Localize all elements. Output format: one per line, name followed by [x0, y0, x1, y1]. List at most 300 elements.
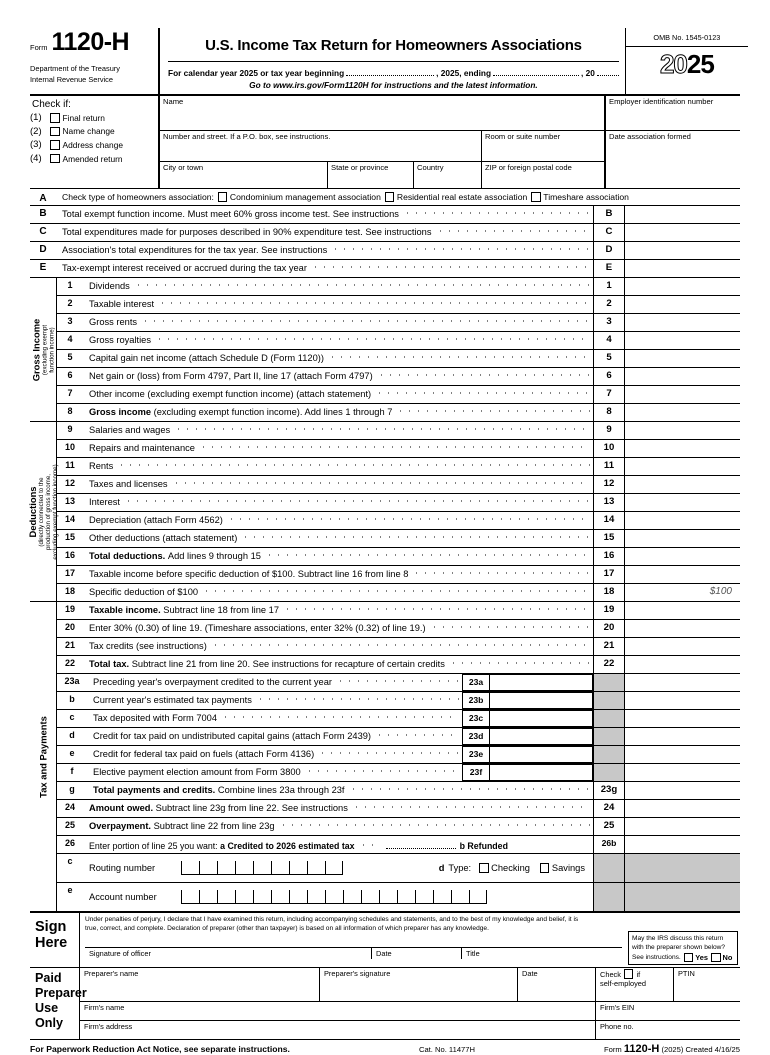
- line-number: 15: [64, 532, 75, 542]
- leader-dots: [172, 479, 590, 487]
- footer-form-word: Form: [604, 1045, 622, 1055]
- type-checking-option[interactable]: [479, 863, 530, 873]
- amount-input-23c[interactable]: [489, 710, 593, 727]
- line-text: Rents: [89, 460, 114, 471]
- routing-cell[interactable]: [325, 861, 343, 874]
- line-number-box: 4: [593, 332, 625, 349]
- check-if-name-change[interactable]: [30, 125, 158, 139]
- line-number: e: [69, 748, 75, 758]
- option-label: Residential real estate association: [396, 192, 528, 202]
- shaded-amount-cell-26e: [625, 883, 740, 911]
- routing-cell[interactable]: [235, 861, 253, 874]
- line-text: Repairs and maintenance: [89, 442, 195, 453]
- shaded-amount-cell-23f: [625, 764, 740, 781]
- shaded-amount-cell-23b: [625, 692, 740, 709]
- line-number: 16: [64, 550, 75, 560]
- line-number: 6: [67, 370, 73, 380]
- form-footer: [30, 1040, 740, 1055]
- line-23b: [57, 692, 740, 710]
- room-suite-field[interactable]: [482, 131, 604, 161]
- tax-year-end-input[interactable]: [493, 66, 579, 76]
- leader-dots: [328, 353, 590, 361]
- amount-input-4[interactable]: [625, 332, 740, 349]
- line-text: Subtract line 23g from line 22. See instructions: [155, 802, 348, 813]
- checkbox-icon[interactable]: [50, 113, 60, 123]
- leader-dots: [265, 551, 590, 559]
- savings-label: Savings: [551, 863, 585, 873]
- preparer-name-label: Preparer's name: [84, 969, 139, 979]
- checkbox-icon[interactable]: [50, 140, 60, 150]
- line-number: 18: [64, 586, 75, 596]
- firms-name-field[interactable]: [80, 1002, 596, 1020]
- sub-line-number-box: 23d: [462, 728, 489, 745]
- firms-ein-field[interactable]: [596, 1002, 740, 1020]
- line-26b-text: Refunded: [467, 840, 508, 851]
- zip-field[interactable]: [482, 162, 604, 188]
- leader-dots: [311, 263, 590, 271]
- form-title-block: [160, 28, 625, 94]
- tax-year-graphic: [626, 47, 748, 77]
- date-association-formed-field[interactable]: [606, 131, 740, 187]
- line-text: Elective payment election amount from Form 3800: [93, 766, 301, 777]
- line-number-box: 18: [593, 584, 625, 601]
- line-number-box: 11: [593, 458, 625, 475]
- line-number: 17: [64, 568, 75, 578]
- leader-dots: [221, 713, 459, 721]
- leader-dots: [241, 533, 590, 541]
- name-field[interactable]: [160, 96, 604, 131]
- checking-label: Checking: [491, 863, 530, 873]
- account-cell[interactable]: [469, 890, 487, 903]
- routing-cell[interactable]: [181, 861, 199, 874]
- checkbox-icon[interactable]: [479, 863, 489, 873]
- line-number: d: [69, 730, 75, 740]
- use-only-word: Use Only: [35, 1001, 63, 1031]
- gross-income-side-caption: [30, 278, 57, 421]
- line-number: 10: [64, 442, 75, 452]
- account-cell[interactable]: [181, 890, 199, 903]
- amount-input-7[interactable]: [625, 386, 740, 403]
- account-cell[interactable]: [343, 890, 361, 903]
- line-number: 2: [67, 298, 73, 308]
- amount-input-22[interactable]: [625, 656, 740, 673]
- irs-discuss-no-option[interactable]: [711, 953, 732, 963]
- checkbox-icon[interactable]: [684, 953, 694, 963]
- amount-input-14[interactable]: [625, 512, 740, 529]
- signature-date-field[interactable]: [372, 948, 462, 959]
- account-cell[interactable]: [361, 890, 379, 903]
- checkbox-icon[interactable]: [50, 154, 60, 164]
- department-label: Department of the Treasury: [30, 64, 120, 73]
- leader-dots: [174, 425, 590, 433]
- calendar-year-mid: , 2025, ending: [436, 68, 492, 78]
- line-number: f: [70, 766, 74, 776]
- year-hollow-digits: 20: [659, 49, 687, 79]
- check-if-label: Final return: [62, 112, 105, 123]
- section-a-prompt: Check type of homeowners association:: [62, 192, 214, 202]
- tax-year-end-yy-input[interactable]: [597, 66, 619, 76]
- line-text: Tax deposited with Form 7004: [93, 712, 218, 723]
- amount-input-18[interactable]: [625, 584, 740, 601]
- perjury-statement-line2: true, correct, and complete. Declaration of preparer (other than taxpayer) is based on all information of which preparer has any knowledge.: [85, 924, 489, 932]
- amount-input-23g[interactable]: [625, 782, 740, 799]
- line-text: Taxable interest: [89, 298, 155, 309]
- amount-input-e[interactable]: [625, 260, 740, 277]
- line-7: [57, 386, 740, 404]
- line-20: [57, 620, 740, 638]
- firms-name-label: Firm's name: [84, 1003, 125, 1013]
- preparer-signature-label: Preparer's signature: [324, 969, 391, 979]
- line-text-bold: Total deductions.: [89, 550, 166, 561]
- country-label: Country: [417, 163, 444, 172]
- line-text: Gross rents: [89, 316, 138, 327]
- amount-input-c[interactable]: [625, 224, 740, 241]
- line-text: Capital gain net income (attach Schedule D (Form 1120)): [89, 352, 324, 363]
- account-cell[interactable]: [253, 890, 271, 903]
- leader-dots: [403, 209, 590, 217]
- account-cell[interactable]: [199, 890, 217, 903]
- phone-no-field[interactable]: [596, 1021, 740, 1039]
- line-text: Tax-exempt interest received or accrued during the tax year: [62, 262, 307, 273]
- form-identity-block: [30, 28, 160, 94]
- line-9: [57, 422, 740, 440]
- line-18: [57, 584, 740, 601]
- firms-ein-label: Firm's EIN: [600, 1003, 635, 1013]
- line-letter: E: [39, 262, 47, 273]
- amount-input-5[interactable]: [625, 350, 740, 367]
- amount-input-20[interactable]: [625, 620, 740, 637]
- line-number-box: 5: [593, 350, 625, 367]
- account-cell[interactable]: [415, 890, 433, 903]
- shaded-number-cell: [593, 692, 625, 709]
- sub-line-number-box: 23a: [462, 674, 489, 691]
- sub-line-number-box: 23b: [462, 692, 489, 709]
- line-text-bold: Total payments and credits.: [93, 784, 216, 795]
- shaded-number-cell: [593, 746, 625, 763]
- check-if-label: Amended return: [62, 153, 123, 164]
- amount-input-1[interactable]: [625, 278, 740, 295]
- line-1: [57, 278, 740, 296]
- irs-discuss-yes-option[interactable]: [684, 953, 708, 963]
- account-cell[interactable]: [451, 890, 469, 903]
- account-cell[interactable]: [433, 890, 451, 903]
- city-field[interactable]: [160, 162, 328, 188]
- amount-input-11[interactable]: [625, 458, 740, 475]
- line-number-box: 23g: [593, 782, 625, 799]
- line-26-lead: Enter portion of line 25 you want:: [89, 840, 218, 851]
- tax-payments-side-caption: [30, 602, 57, 911]
- check-if-title: Check if:: [32, 99, 71, 110]
- account-cell[interactable]: [307, 890, 325, 903]
- ptin-label: PTIN: [678, 969, 695, 979]
- side-subtitle-line1: (directly connected to the: [38, 476, 45, 547]
- ptin-field[interactable]: [674, 968, 740, 1001]
- leader-dots: [430, 623, 590, 631]
- line-c: [30, 224, 740, 242]
- line-11: [57, 458, 740, 476]
- omb-number: OMB No. 1545-0123: [626, 28, 748, 47]
- line-8: [57, 404, 740, 421]
- routing-cell[interactable]: [289, 861, 307, 874]
- firms-address-field[interactable]: [80, 1021, 596, 1039]
- footer-form-id: [604, 1043, 740, 1055]
- leader-dots: [283, 605, 590, 613]
- line-number: 5: [67, 352, 73, 362]
- line-text: Combine lines 23a through 23f: [217, 784, 345, 795]
- country-field[interactable]: [414, 162, 482, 188]
- line-text: Association's total expenditures for the tax year. See instructions: [62, 244, 328, 255]
- paperwork-reduction-notice: For Paperwork Reduction Act Notice, see separate instructions.: [30, 1044, 290, 1055]
- line-text: Credit for tax paid on undistributed capital gains (attach Form 2439): [93, 730, 372, 741]
- page-title: U.S. Income Tax Return for Homeowners Associations: [205, 37, 582, 54]
- account-cell[interactable]: [379, 890, 397, 903]
- leader-dots: [331, 245, 590, 253]
- state-province-label: State or province: [331, 163, 389, 172]
- side-subtitle-line3: excluding exempt function income): [52, 463, 59, 560]
- calendar-year-prefix: For calendar year 2025 or tax year beginning: [168, 68, 345, 78]
- line-number-box: 26b: [593, 836, 625, 853]
- footer-year: (2025): [661, 1045, 684, 1055]
- line-number-box: D: [593, 242, 625, 259]
- year-solid-digits: 25: [686, 49, 714, 79]
- perjury-statement-line1: Under penalties of perjury, I declare that I have examined this return, including accompanying schedules and statements, and to the best of my knowledge and belief, it is: [85, 916, 579, 923]
- amount-input-8[interactable]: [625, 404, 740, 421]
- account-number-input[interactable]: [181, 890, 487, 904]
- line-number-box: 6: [593, 368, 625, 385]
- line-6: [57, 368, 740, 386]
- sub-line-number-box: 23f: [462, 764, 489, 781]
- line-number-box: 15: [593, 530, 625, 547]
- routing-number-input[interactable]: [181, 861, 343, 875]
- amount-input-13[interactable]: [625, 494, 740, 511]
- amount-input-b[interactable]: [625, 206, 740, 223]
- amount-input-2[interactable]: [625, 296, 740, 313]
- leader-dots: [375, 731, 459, 739]
- amount-input-9[interactable]: [625, 422, 740, 439]
- side-subtitle-line2: production of gross income,: [45, 473, 52, 550]
- preparer-date-field[interactable]: [518, 968, 596, 1001]
- line-12: [57, 476, 740, 494]
- line-text: Taxable income before specific deduction of $100. Subtract line 16 from line 8: [89, 568, 409, 579]
- form-header: [30, 28, 740, 96]
- street-field[interactable]: [160, 131, 482, 161]
- shaded-number-cell: [593, 674, 625, 691]
- amount-input-24[interactable]: [625, 800, 740, 817]
- firms-address-label: Firm's address: [84, 1022, 133, 1032]
- option-residential-real-estate-association[interactable]: [385, 192, 527, 202]
- tax-year-begin-input[interactable]: [346, 66, 434, 76]
- section-a-row: [30, 189, 740, 206]
- sign-word: Sign: [35, 919, 67, 935]
- preparer-name-field[interactable]: [80, 968, 320, 1001]
- amount-input-23e[interactable]: [489, 746, 593, 763]
- routing-cell[interactable]: [253, 861, 271, 874]
- leader-dots: [449, 659, 590, 667]
- leader-dots: [211, 641, 590, 649]
- check-if-address-change[interactable]: [30, 138, 158, 152]
- account-cell[interactable]: [325, 890, 343, 903]
- entity-information-block: [30, 96, 740, 189]
- checkbox-icon[interactable]: [540, 863, 550, 873]
- line-text: Net gain or (loss) from Form 4797, Part II, line 17 (attach Form 4797): [89, 370, 373, 381]
- city-label: City or town: [163, 163, 204, 172]
- officer-title-field[interactable]: [462, 948, 622, 959]
- amount-input-16[interactable]: [625, 548, 740, 565]
- line-18-preprinted-amount: $100: [709, 586, 732, 597]
- line-number: b: [69, 694, 75, 704]
- line-15: [57, 530, 740, 548]
- account-cell[interactable]: [289, 890, 307, 903]
- option-condominium-management-association[interactable]: [218, 192, 381, 202]
- amount-input-26a[interactable]: [386, 839, 456, 849]
- line-23d: [57, 728, 740, 746]
- line-number-box: 8: [593, 404, 625, 421]
- line-number: 13: [64, 496, 75, 506]
- checkbox-icon[interactable]: [50, 127, 60, 137]
- amount-input-10[interactable]: [625, 440, 740, 457]
- line-number: 20: [64, 622, 75, 632]
- amount-input-12[interactable]: [625, 476, 740, 493]
- routing-cell[interactable]: [217, 861, 235, 874]
- amount-input-23d[interactable]: [489, 728, 593, 745]
- leader-dots: [375, 389, 590, 397]
- line-text: (excluding exempt function income). Add lines 1 through 7: [153, 406, 393, 417]
- room-suite-label: Room or suite number: [485, 132, 561, 141]
- goto-link[interactable]: Go to www.irs.gov/Form1120H for instructions and the latest information.: [249, 80, 538, 90]
- account-cell[interactable]: [397, 890, 415, 903]
- line-26: [57, 836, 740, 854]
- line-number: 11: [65, 460, 75, 470]
- title-label: Title: [466, 949, 480, 959]
- line-number: 24: [64, 802, 75, 812]
- checkbox-icon[interactable]: [385, 192, 395, 202]
- line-2: [57, 296, 740, 314]
- sign-here-label: [30, 913, 80, 967]
- line-24: [57, 800, 740, 818]
- shaded-number-cell: [593, 728, 625, 745]
- checkbox-icon[interactable]: [624, 969, 634, 979]
- ein-field[interactable]: [606, 96, 740, 131]
- option-timeshare-association[interactable]: [531, 192, 629, 202]
- line-text: Add lines 9 through 15: [167, 550, 261, 561]
- leader-dots: [352, 803, 590, 811]
- check-if-label: Name change: [62, 126, 115, 137]
- line-text: Other deductions (attach statement): [89, 532, 238, 543]
- side-title: Tax and Payments: [37, 715, 49, 798]
- checkbox-icon[interactable]: [218, 192, 228, 202]
- checkbox-icon[interactable]: [711, 953, 721, 963]
- amount-input-17[interactable]: [625, 566, 740, 583]
- paid-preparer-section: [30, 968, 740, 1040]
- routing-cell[interactable]: [199, 861, 217, 874]
- line-letter: C: [39, 226, 47, 237]
- calendar-year-end: , 20: [581, 68, 595, 78]
- line-text: Interest: [89, 496, 121, 507]
- line-number-box: 14: [593, 512, 625, 529]
- name-label: Name: [163, 97, 184, 106]
- option-label: Timeshare association: [543, 192, 629, 202]
- line-number-box: 20: [593, 620, 625, 637]
- amount-input-21[interactable]: [625, 638, 740, 655]
- state-province-field[interactable]: [328, 162, 414, 188]
- line-number-box: 7: [593, 386, 625, 403]
- side-subtitle-line1: (excluding exempt: [41, 324, 49, 375]
- preparer-word: Preparer: [35, 986, 87, 1001]
- service-label: Internal Revenue Service: [30, 74, 113, 84]
- routing-cell[interactable]: [271, 861, 289, 874]
- check-if-final-return[interactable]: [30, 111, 158, 125]
- line-3: [57, 314, 740, 332]
- line-number: 4: [67, 334, 73, 344]
- leader-dots: [318, 749, 459, 757]
- routing-number-label: Routing number: [89, 863, 156, 873]
- line-number: c: [67, 856, 73, 866]
- line-text-bold: Total tax.: [89, 658, 130, 669]
- amount-input-19[interactable]: [625, 602, 740, 619]
- line-21: [57, 638, 740, 656]
- footer-form-number: 1120-H: [623, 1043, 660, 1055]
- checkbox-icon[interactable]: [531, 192, 541, 202]
- leader-dots: [305, 767, 459, 775]
- preparer-signature-field[interactable]: [320, 968, 518, 1001]
- shaded-number-cell: [593, 710, 625, 727]
- self-employed-label: self-employed: [600, 978, 647, 988]
- self-employed-check-field[interactable]: [596, 968, 674, 1001]
- line-5: [57, 350, 740, 368]
- here-word: Here: [35, 935, 68, 951]
- line-23f: [57, 764, 740, 782]
- amount-input-26b[interactable]: [625, 836, 740, 853]
- type-savings-option[interactable]: [540, 863, 585, 873]
- account-cell[interactable]: [217, 890, 235, 903]
- routing-cell[interactable]: [307, 861, 325, 874]
- line-number: 7: [67, 388, 73, 398]
- line-number-box: 12: [593, 476, 625, 493]
- amount-input-25[interactable]: [625, 818, 740, 835]
- check-if-amended-return[interactable]: [30, 152, 158, 166]
- line-26a-text: Credited to 2026 estimated tax: [227, 840, 355, 851]
- amount-input-23f[interactable]: [489, 764, 593, 781]
- account-cell[interactable]: [271, 890, 289, 903]
- amount-input-23b[interactable]: [489, 692, 593, 709]
- leader-dots: [396, 407, 590, 415]
- line-text: Specific deduction of $100: [89, 586, 199, 597]
- leader-dots: [117, 461, 590, 469]
- amount-input-23a[interactable]: [489, 674, 593, 691]
- gross-income-section: [30, 278, 740, 422]
- signature-of-officer-field[interactable]: [85, 948, 372, 959]
- leader-dots: [199, 443, 590, 451]
- sign-here-section: [30, 912, 740, 968]
- section-a-letter: A: [39, 192, 47, 204]
- line-text: Taxes and licenses: [89, 478, 168, 489]
- shaded-amount-cell-23c: [625, 710, 740, 727]
- line-text: Subtract line 21 from line 20. See instructions for recapture of certain credits: [131, 658, 445, 669]
- signature-of-officer-label: Signature of officer: [89, 949, 151, 959]
- date-label: Date: [522, 969, 538, 979]
- leader-dots: [436, 227, 590, 235]
- paid-word: Paid: [35, 971, 62, 986]
- omb-year-block: [625, 28, 748, 94]
- line-number-box: 16: [593, 548, 625, 565]
- line-number-box: 17: [593, 566, 625, 583]
- account-cell[interactable]: [235, 890, 253, 903]
- amount-input-15[interactable]: [625, 530, 740, 547]
- amount-input-3[interactable]: [625, 314, 740, 331]
- amount-input-d[interactable]: [625, 242, 740, 259]
- amount-input-6[interactable]: [625, 368, 740, 385]
- line-text-bold: Taxable income.: [89, 604, 161, 615]
